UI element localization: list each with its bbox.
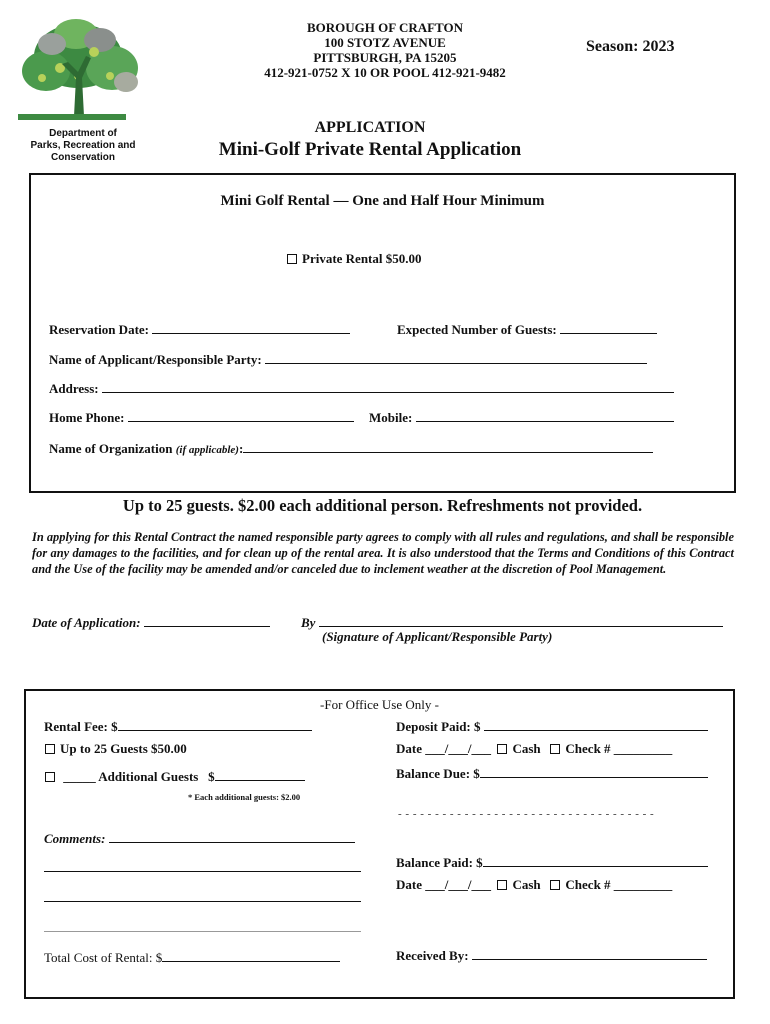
application-label: APPLICATION (314, 119, 426, 136)
applicant-name-input[interactable] (265, 350, 647, 364)
received-by-field (396, 946, 707, 964)
additional-guests-amount[interactable] (215, 767, 305, 781)
additional-guests-footnote: * Each additional guests: $2.00 (188, 792, 301, 802)
expected-guests-label: Expected Number of Guests: (397, 322, 557, 337)
additional-guests-checkbox[interactable] (45, 772, 55, 782)
agreement-text: In applying for this Rental Contract the named responsible party agrees to comply with all rules and regulations, and shall be responsible for any damages to the facilities, and for clean up of the rental area. It is also understood that the Terms and Conditions of this Contract and the Use of the facility may be amended and/or canceled due to inclement weather at the discretion of Pool Management. (32, 530, 734, 576)
private-rental-label: Private Rental $50.00 (302, 251, 422, 266)
up-to-25-label: Up to 25 Guests $50.00 (60, 741, 187, 756)
rental-fee-input[interactable] (118, 717, 312, 731)
address-label: Address: (49, 381, 99, 396)
deposit-date[interactable]: Date ___/___/___ (396, 741, 491, 756)
deposit-cash-checkbox[interactable] (497, 744, 507, 754)
balance-due-field (396, 764, 708, 782)
balance-cash-checkbox[interactable] (497, 880, 507, 890)
season-label: Season: 2023 (586, 38, 675, 55)
section-divider: - - - - - - - - - - - - - - - - - - - - - - - - - - - - - - - - - - - (398, 808, 655, 820)
deposit-check-label: Check # _________ (565, 741, 673, 756)
balance-due-label: Balance Due: $ (396, 766, 480, 781)
reservation-date-label: Reservation Date: (49, 322, 149, 337)
total-cost-label: Total Cost of Rental: $ (44, 950, 163, 965)
deposit-payment-row (396, 741, 672, 757)
home-phone-label: Home Phone: (49, 410, 125, 425)
deposit-paid-input[interactable] (484, 717, 708, 731)
applicant-name-label: Name of Applicant/Responsible Party: (49, 352, 262, 367)
home-phone-field (49, 408, 354, 426)
comments-field (44, 829, 355, 847)
application-date-input[interactable] (144, 613, 270, 627)
received-by-input[interactable] (472, 946, 707, 960)
comments-line-2[interactable] (44, 871, 361, 872)
dept-line-2: Parks, Recreation and (30, 140, 136, 151)
mobile-field (369, 408, 674, 426)
comments-input[interactable] (109, 829, 355, 843)
by-label: By (301, 615, 316, 630)
deposit-paid-field (396, 717, 708, 735)
page-title: Mini-Golf Private Rental Application (218, 139, 522, 160)
organization-field (49, 439, 653, 457)
org-phone: 412-921-0752 X 10 OR POOL 412-921-9482 (264, 65, 506, 80)
deposit-cash-label: Cash (512, 741, 541, 756)
mobile-label: Mobile: (369, 410, 413, 425)
tree-logo (16, 16, 146, 124)
balance-date[interactable]: Date ___/___/___ (396, 877, 491, 892)
additional-guests-dollar: $ (208, 769, 215, 784)
up-to-25-option[interactable] (45, 741, 187, 757)
balance-paid-label: Balance Paid: $ (396, 855, 483, 870)
private-rental-checkbox[interactable] (287, 254, 297, 264)
comments-label: Comments: (44, 831, 106, 846)
additional-guests-count: _____ (63, 769, 96, 784)
expected-guests-input[interactable] (560, 320, 657, 334)
application-date-field (32, 613, 270, 631)
dept-line-3: Conservation (51, 152, 115, 163)
comments-line-3[interactable] (44, 901, 361, 902)
private-rental-option[interactable] (287, 251, 422, 267)
balance-check-label: Check # _________ (565, 877, 673, 892)
org-city: PITTSBURGH, PA 15205 (313, 50, 457, 65)
total-cost-field (44, 948, 340, 966)
balance-payment-row (396, 877, 672, 893)
reservation-date-field (49, 320, 350, 338)
rental-fee-label: Rental Fee: $ (44, 719, 118, 734)
org-street: 100 STOTZ AVENUE (324, 35, 446, 50)
department-caption (22, 128, 144, 164)
address-input[interactable] (102, 379, 674, 393)
received-by-label: Received By: (396, 948, 469, 963)
reservation-date-input[interactable] (152, 320, 350, 334)
organization-colon: : (238, 441, 244, 456)
rental-box-title: Mini Golf Rental — One and Half Hour Minimum (220, 193, 545, 209)
organization-label: Name of Organization (49, 441, 173, 456)
rental-fee-field (44, 717, 312, 735)
home-phone-input[interactable] (128, 408, 354, 422)
org-name: BOROUGH OF CRAFTON (306, 20, 463, 35)
dept-line-1: Department of (49, 128, 117, 139)
application-date-label: Date of Application: (32, 615, 141, 630)
up-to-25-checkbox[interactable] (45, 744, 55, 754)
total-cost-input[interactable] (162, 948, 340, 962)
signature-input[interactable] (319, 613, 723, 627)
balance-paid-field (396, 853, 708, 871)
expected-guests-field (397, 320, 657, 338)
deposit-check-checkbox[interactable] (550, 744, 560, 754)
organization-note: (if applicable) (175, 444, 239, 456)
deposit-paid-label: Deposit Paid: $ (396, 719, 481, 734)
org-address-block (225, 20, 545, 80)
signature-caption: (Signature of Applicant/Responsible Party) (322, 629, 553, 644)
balance-paid-input[interactable] (483, 853, 708, 867)
organization-input[interactable] (243, 439, 653, 453)
balance-due-input[interactable] (480, 764, 708, 778)
applicant-name-field (49, 350, 647, 368)
office-use-title: -For Office Use Only - (320, 697, 439, 712)
balance-cash-label: Cash (512, 877, 541, 892)
additional-guests-label: Additional Guests (98, 769, 199, 784)
guests-note: Up to 25 guests. $2.00 each additional person. Refreshments not provided. (122, 496, 643, 515)
mobile-input[interactable] (416, 408, 674, 422)
address-field (49, 379, 674, 397)
balance-check-checkbox[interactable] (550, 880, 560, 890)
comments-line-4[interactable] (44, 931, 361, 932)
additional-guests-option[interactable] (45, 767, 305, 785)
